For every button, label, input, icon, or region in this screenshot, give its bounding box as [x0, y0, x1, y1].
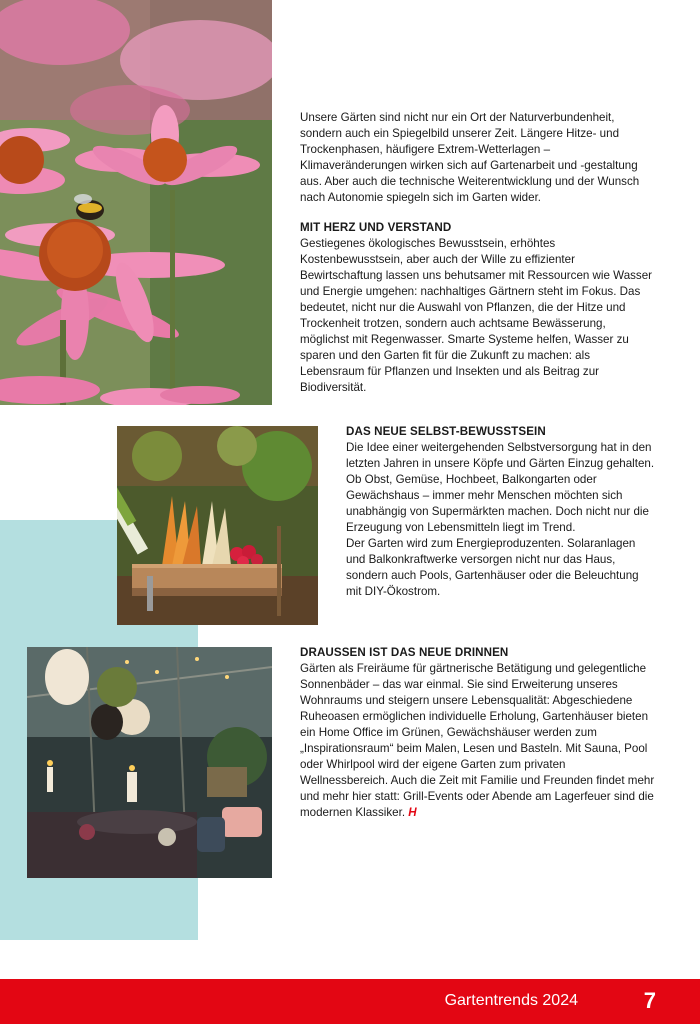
page-number: 7: [643, 988, 656, 1013]
section-herz-verstand: [300, 220, 656, 396]
footer-title: Gartentrends 2024: [444, 992, 578, 1009]
section-body-continued: Der Garten wird zum Energieproduzenten. Solaranlagen und Balkonkraftwerke versorgen nicht nur das Haus, sondern auch Pools, Gartenhäuser oder die Beleuchtung mit DIY-Ökostrom.: [346, 537, 639, 598]
section-body-wrapper: [300, 661, 656, 821]
section-heading: DRAUSSEN IST DAS NEUE DRINNEN: [300, 646, 509, 659]
section-body: Gärten als Freiräume für gärtnerische Betätigung und gelegentliche Sonnenbäder – das war einmal. Sie sind Erweiterung unseres Wohnraums und steigern unsere Lebensqualität: Abgeschiedene Ruheoasen ermöglichen individuelle Erholung, Gartenhäuser bieten ein Home Office im Grünen, Gewächshäuser werden zum „Inspirationsraum“ beim Malen, Lesen und Basteln. Mit Sauna, Pool oder Whirlpool wird der eigene Garten zum privaten Wellnessbereich. Auch die Zeit mit Familie und Freunden findet mehr und mehr hier statt: Grill-Events oder Abende am Lagerfeuer sind die modernen Klassiker.: [300, 662, 655, 819]
section-heading: MIT HERZ UND VERSTAND: [300, 221, 452, 234]
greenhouse-lounge-photo: [27, 647, 272, 878]
section-selbst-bewusstsein: [346, 424, 656, 600]
section-heading: DAS NEUE SELBST-BEWUSSTSEIN: [346, 425, 546, 438]
intro-paragraph: Unsere Gärten sind nicht nur ein Ort der Naturverbundenheit, sondern auch ein Spiegelbild unserer Zeit. Längere Hitze- und Trockenphasen, häufigere Extrem-Wetterlagen – Klimaveränderungen wirken sich auf Gartenarbeit und -gestaltung aus. Aber auch die technische Weiterentwicklung und der Wunsch nach Autonomie spiegeln sich im Garten wider.: [300, 111, 640, 204]
section-body: Gestiegenes ökologisches Bewusstsein, erhöhtes Kostenbewusstsein, aber auch der Wille zu effizienter Bewirtschaftung lassen uns behutsamer mit Ressourcen wie Wasser und Energie umgehen: nachhaltiges Gärtnern steht im Fokus. Das bedeutet, nicht nur die Auswahl von Pflanzen, die der Hitze und Trockenheit trotzen, sondern auch achtsame Bewässerung, möglichst mit Regenwasser. Smarte Systeme helfen, Wasser zu sparen und den Garten fit für die Zukunft zu machen: als Lebensraum für Pflanzen und Insekten und als Beitrag zur Biodiversität.: [300, 237, 653, 394]
coneflower-photo: [0, 0, 272, 405]
intro-text-block: [300, 110, 656, 206]
section-body: Die Idee einer weitergehenden Selbstversorgung hat in den letzten Jahren in unsere Köpfe und Gärten Einzug gehalten. Ob Obst, Gemüse, Hochbeet, Balkongarten oder Gewächshaus – immer mehr Menschen möchten sich unabhängig von Supermärkten machen. Doch nicht nur die Erzeugung von Lebensmitteln liegt im Trend.: [346, 441, 655, 534]
section-draussen-drinnen: [300, 645, 656, 821]
vegetable-crate-photo: [117, 426, 318, 625]
page-footer: [0, 979, 700, 1024]
end-mark-icon: H: [408, 806, 417, 819]
